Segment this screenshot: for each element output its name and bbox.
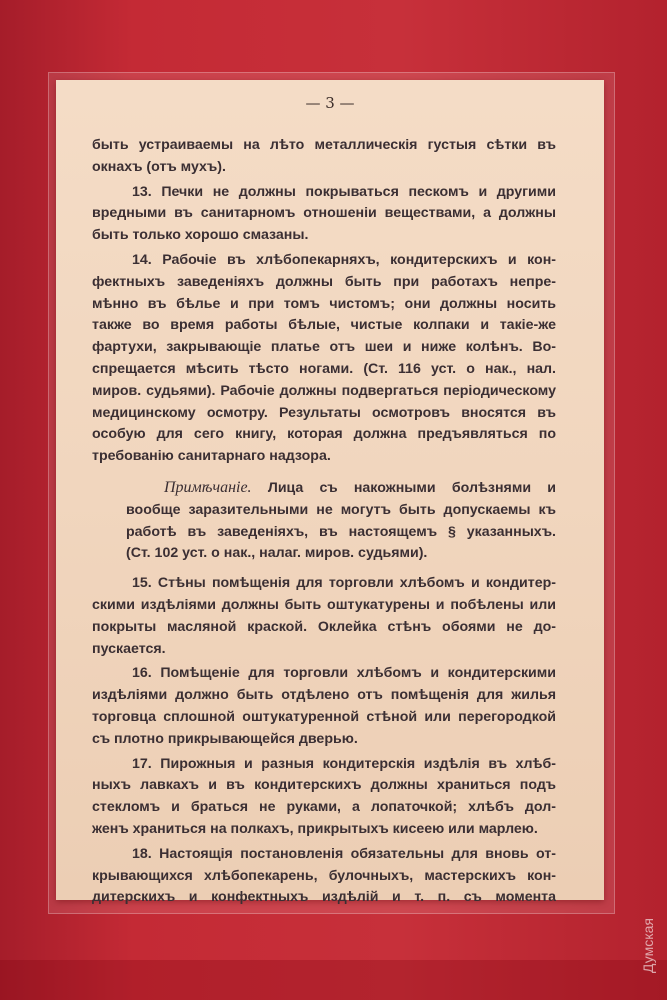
page-number: — 3 — [305, 94, 355, 112]
text-line [92, 639, 556, 661]
paragraph [92, 135, 556, 179]
line-text: издѣліями должно быть отдѣлено отъ помѣщенія для жилья [92, 687, 556, 704]
text-line [92, 866, 556, 888]
line-text: 14. Рабочіе въ хлѣбопекарняхъ, кондитерскихъ и кон- [132, 251, 556, 268]
line-text: особую для сего книгу, которая должна предъявляться по [92, 426, 556, 443]
line-text: стекломъ и браться не руками, а лопаточкой; хлѣбъ дол- [92, 799, 556, 816]
text-line [92, 617, 556, 639]
line-text: 18. Настоящія постановленія обязательны для вновь от- [132, 845, 556, 862]
line-text: скими издѣліями должны быть оштукатурены и побѣлены или [92, 596, 556, 613]
paragraph [92, 182, 556, 247]
text-line [92, 797, 556, 819]
text-line [92, 135, 556, 157]
line-text: 17. Пирожныя и разныя кондитерскія издѣлія въ хлѣб- [132, 755, 556, 772]
line-text: фектныхъ заведеніяхъ должны быть при работахъ непре- [92, 273, 556, 290]
text-line [92, 446, 556, 468]
text-line [126, 543, 556, 565]
line-text: вредными въ санитарномъ отношеніи веществами, а должны [92, 205, 556, 222]
line-text: также во время работы бѣлые, чистые колпаки и такіе-же [92, 317, 556, 334]
text-line [92, 203, 556, 225]
text-line [92, 403, 556, 425]
text-line [92, 250, 556, 272]
line-text: Лица съ накожными болѣзнями и [267, 479, 556, 496]
line-text: мѣнно въ бѣлье и при томъ чистомъ; они должны носить [92, 295, 556, 312]
text-line [92, 707, 556, 729]
line-text: покрыты масляной краской. Оклейка стѣнъ обоями не до- [92, 618, 556, 635]
watermark: Думская [640, 918, 656, 974]
line-text: требованію санитарнаго надзора. [92, 448, 331, 465]
text-line [92, 272, 556, 294]
line-text: торговца сплошной оштукатуренной стѣной или перегородкой [92, 708, 556, 725]
line-text: (Ст. 102 уст. о нак., налаг. миров. судьями). [126, 545, 428, 562]
line-text: быть только хорошо смазаны. [92, 227, 309, 244]
text-line [126, 522, 556, 544]
line-text: ныхъ лавкахъ и въ кондитерскихъ должны храниться подъ [92, 777, 556, 794]
document-page [56, 80, 604, 906]
document-text [92, 135, 556, 912]
line-text: крывающихся хлѣбопекарень, булочныхъ, мастерскихъ кон- [92, 867, 556, 884]
paragraph [92, 250, 556, 468]
text-line [92, 595, 556, 617]
line-text: фартухи, закрывающіе платье отъ шеи и ниже колѣнъ. Во- [92, 339, 556, 356]
text-line [92, 294, 556, 316]
text-line [92, 359, 556, 381]
text-line [92, 337, 556, 359]
text-line [92, 157, 556, 179]
note-paragraph [126, 477, 556, 565]
text-line [92, 729, 556, 751]
line-text: женъ храниться на полкахъ, прикрытыхъ кисеею или марлею. [92, 820, 538, 837]
line-text: спрещается мѣсить тѣсто ногами. (Ст. 116 уст. о нак., нал. [92, 360, 556, 377]
line-text: работѣ въ заведеніяхъ, въ настоящемъ § указанныхъ. [126, 523, 556, 540]
line-text: съ плотно прикрывающейся дверью. [92, 730, 358, 747]
line-text: дитерскихъ и конфектныхъ издѣлій и т. п. съ момента [92, 889, 556, 906]
frame-edge [0, 960, 667, 1000]
text-line [92, 685, 556, 707]
text-line [126, 500, 556, 522]
text-line [92, 182, 556, 204]
line-text: быть устраиваемы на лѣто металлическія густыя сѣтки въ [92, 137, 556, 153]
paragraph [92, 573, 556, 660]
text-line [92, 663, 556, 685]
line-text: 15. Стѣны помѣщенія для торговли хлѣбомъ и кондитер- [132, 575, 556, 592]
line-text: пускается. [92, 640, 166, 657]
line-text: вообще заразительными не могутъ быть допускаемы къ [126, 501, 556, 518]
text-line [92, 315, 556, 337]
line-text: миров. судьями). Рабочіе должны подвергаться періодическому [92, 382, 556, 399]
text-line [92, 225, 556, 247]
text-line [92, 754, 556, 776]
line-text: медицинскому осмотру. Результаты осмотровъ вносятся въ [92, 404, 556, 421]
line-text: 16. Помѣщеніе для торговли хлѣбомъ и кондитерскими [132, 665, 556, 682]
text-line [92, 844, 556, 866]
paragraph [92, 663, 556, 750]
text-line [126, 477, 556, 500]
note-label: Примѣчаніе. [164, 478, 268, 496]
text-line [92, 887, 556, 909]
line-text: 13. Печки не должны покрываться пескомъ и другими [132, 183, 556, 200]
line-text: окнахъ (отъ мухъ). [92, 158, 226, 175]
text-line [92, 424, 556, 446]
text-line [92, 775, 556, 797]
paragraph [92, 844, 556, 909]
text-line [92, 381, 556, 403]
text-line [92, 819, 556, 841]
paragraph [92, 754, 556, 841]
text-line [92, 573, 556, 595]
